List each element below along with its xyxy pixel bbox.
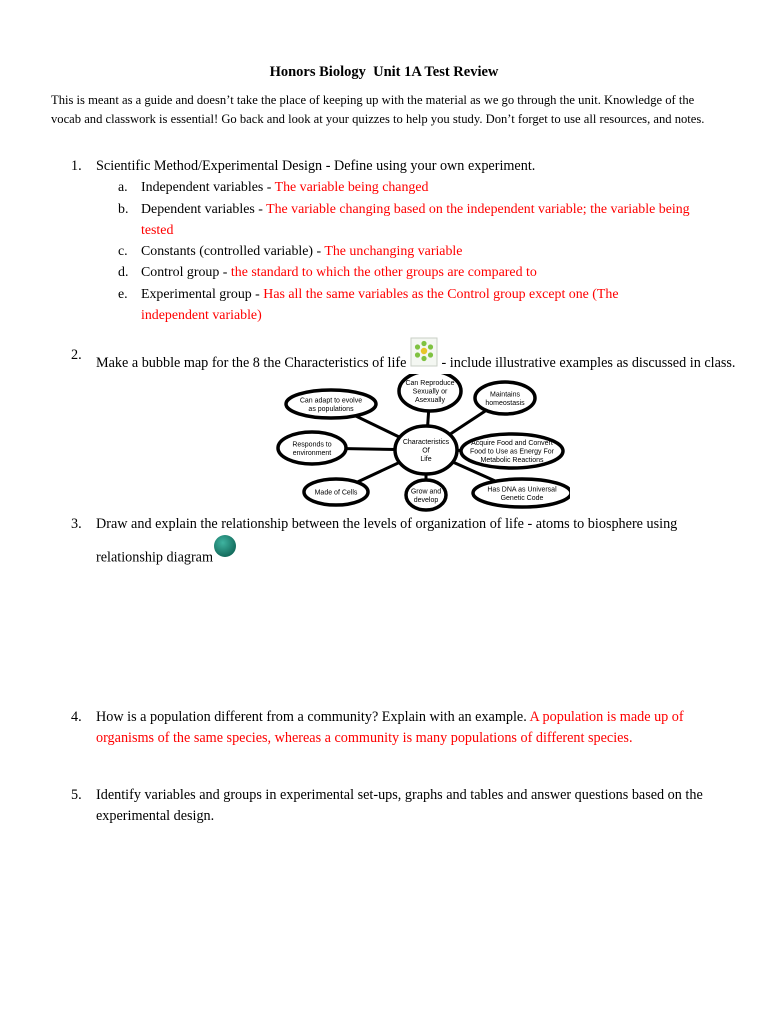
bubble-label: Acquire Food and Convert <box>471 440 553 447</box>
question-text: Make a bubble map for the 8 the Characteristics of life <box>96 354 410 371</box>
bubble-label: Can adapt to evolve <box>299 397 363 405</box>
bubble-label: Characteristics <box>402 439 450 446</box>
question-text: Draw and explain the relationship between the levels of organization of life - atoms to biosphere using relationship diagram <box>96 516 678 566</box>
subitem-letter: a. <box>118 180 128 195</box>
bubble-label: Metabolic Reactions <box>480 457 544 464</box>
subitem-a <box>118 177 731 198</box>
subitem-term: Independent variables - <box>141 180 275 195</box>
subitem-answer: The unchanging variable <box>324 244 463 259</box>
characteristics-bubble-map <box>275 374 570 514</box>
subitem-term: Experimental group - <box>141 287 264 302</box>
question-number: 1. <box>71 158 82 174</box>
subitem-letter: e. <box>118 287 128 302</box>
subitem-letter: b. <box>118 202 129 217</box>
subitem-e <box>118 284 686 326</box>
bubble-label: Sexually or <box>412 388 448 396</box>
bubble-label: Asexually <box>415 397 445 404</box>
question-text-continued: - include illustrative examples as discussed in class. <box>437 354 736 371</box>
bubble-label: Maintains <box>490 391 520 399</box>
question-1 <box>71 156 736 177</box>
question-number: 2. <box>71 347 82 363</box>
question-text: Scientific Method/Experimental Design - Define using your own experiment. <box>96 158 536 174</box>
characteristic-bubble <box>406 480 446 510</box>
characteristic-bubble <box>475 382 535 414</box>
subitem-term: Dependent variables - <box>141 202 267 217</box>
subitem-term: Control group - <box>141 265 231 280</box>
bubble-label: Responds to <box>292 441 332 449</box>
bubble-label: Made of Cells <box>314 489 358 497</box>
bubble-group <box>278 374 570 510</box>
subitem-letter: c. <box>118 244 128 259</box>
question-number: 3. <box>71 516 82 532</box>
bubble-label: as populations <box>308 405 354 413</box>
characteristic-bubble <box>304 479 368 505</box>
characteristic-bubble <box>286 390 376 418</box>
center-bubble <box>395 426 457 474</box>
question-5 <box>71 785 726 827</box>
subitem-c <box>118 241 731 262</box>
subitem-term: Constants (controlled variable) - <box>141 244 325 259</box>
question-3 <box>71 508 736 576</box>
bubble-label: homeostasis <box>485 399 525 407</box>
bubble-label: develop <box>413 496 439 504</box>
characteristic-bubble <box>278 432 346 464</box>
bubble-label: Has DNA as Universal <box>487 486 557 494</box>
question-answer: A population is made up of organisms of the same species, whereas a community is many populations of different species. <box>96 709 684 746</box>
subitem-d <box>118 262 731 283</box>
characteristic-bubble <box>473 479 570 507</box>
bubble-label: environment <box>292 449 332 457</box>
characteristic-bubble <box>461 434 563 468</box>
teal-circle-icon <box>213 534 237 570</box>
bubble-label: Life <box>420 456 432 463</box>
subitem-answer: the standard to which the other groups are compared to <box>230 265 537 280</box>
intro-paragraph: This is meant as a guide and doesn’t take the place of keeping up with the material as we go through the unit. Knowledge of the vocab and classwork is essential! Go back and look at your quizzes to help you study. Don’t forget to use all resources, and notes. <box>51 93 705 126</box>
bubble-label: Of <box>422 447 430 455</box>
page-title: Honors Biology Unit 1A Test Review <box>269 64 499 80</box>
question-text: Identify variables and groups in experimental set-ups, graphs and tables and answer questions based on the experimental design. <box>96 787 703 824</box>
bubble-label: Food to Use as Energy For <box>469 448 555 456</box>
subitem-answer: The variable changing based on the independent variable; the variable being tested <box>141 202 690 238</box>
bubble-label: Can Reproduce <box>405 380 455 387</box>
bubble-label: Genetic Code <box>500 494 544 502</box>
question-4 <box>71 707 726 749</box>
question-number: 4. <box>71 709 82 725</box>
subitem-answer: The variable being changed <box>274 180 429 195</box>
characteristic-bubble <box>399 374 461 411</box>
question-number: 5. <box>71 787 82 803</box>
question-text: How is a population different from a community? Explain with an example. <box>96 709 530 725</box>
bubble-map-thumbnail-icon <box>410 337 438 374</box>
subitem-b <box>118 199 706 241</box>
bubble-label: Grow and <box>410 488 442 496</box>
subitem-answer: Has all the same variables as the Control group except one (The independent variable) <box>141 287 619 323</box>
subitem-letter: d. <box>118 265 129 280</box>
